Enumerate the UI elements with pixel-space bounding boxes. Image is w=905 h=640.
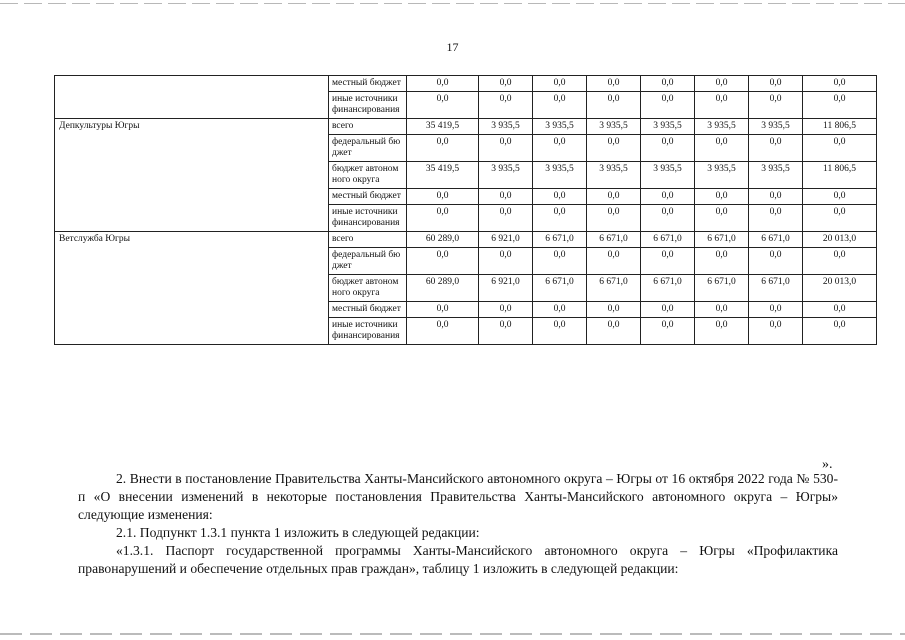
- table-cell-amount: 0,0: [533, 318, 587, 345]
- table-cell-amount: 6 671,0: [533, 232, 587, 248]
- table-cell-amount: 11 806,5: [803, 119, 877, 135]
- table-cell-amount: 0,0: [407, 135, 479, 162]
- table-cell-amount: 6 671,0: [587, 232, 641, 248]
- table-cell-organization: Депкультуры Югры: [55, 119, 329, 232]
- table-cell-funding-source: федеральный бюджет: [329, 248, 407, 275]
- table-cell-amount: 0,0: [749, 248, 803, 275]
- table-cell-amount: 3 935,5: [695, 119, 749, 135]
- table-cell-amount: 11 806,5: [803, 162, 877, 189]
- table-cell-amount: 0,0: [641, 135, 695, 162]
- table-cell-amount: 35 419,5: [407, 119, 479, 135]
- table-cell-amount: 0,0: [749, 318, 803, 345]
- table-cell-amount: 3 935,5: [479, 119, 533, 135]
- table-cell-amount: 0,0: [695, 248, 749, 275]
- table-cell-amount: 0,0: [803, 318, 877, 345]
- financing-table: [54, 75, 877, 345]
- table-cell-amount: 0,0: [749, 189, 803, 205]
- table-cell-amount: 0,0: [695, 205, 749, 232]
- table-cell-amount: 3 935,5: [641, 119, 695, 135]
- document-body-text: [78, 470, 838, 578]
- table-cell-amount: 3 935,5: [533, 119, 587, 135]
- table-cell-funding-source: федеральный бюджет: [329, 135, 407, 162]
- table-cell-amount: 0,0: [479, 248, 533, 275]
- table-cell-funding-source: бюджет автономного округа: [329, 162, 407, 189]
- table-cell-amount: 0,0: [803, 76, 877, 92]
- table-cell-amount: 3 935,5: [641, 162, 695, 189]
- table-cell-amount: 0,0: [407, 302, 479, 318]
- table-cell-amount: 0,0: [407, 318, 479, 345]
- table-cell-amount: 0,0: [641, 92, 695, 119]
- table-cell-amount: 0,0: [749, 302, 803, 318]
- table-cell-amount: 0,0: [695, 92, 749, 119]
- table-cell-funding-source: иные источники финансирования: [329, 92, 407, 119]
- table-cell-funding-source: местный бюджет: [329, 76, 407, 92]
- table-cell-amount: 0,0: [533, 135, 587, 162]
- table-cell-amount: 0,0: [641, 189, 695, 205]
- scan-edge-bottom: [0, 633, 905, 635]
- table-cell-amount: 0,0: [641, 248, 695, 275]
- table-cell-amount: 6 671,0: [587, 275, 641, 302]
- table-cell-amount: 0,0: [587, 92, 641, 119]
- table-cell-amount: 3 935,5: [695, 162, 749, 189]
- table-cell-amount: 3 935,5: [587, 119, 641, 135]
- table-cell-amount: 0,0: [695, 189, 749, 205]
- table-cell-amount: 0,0: [587, 302, 641, 318]
- table-row: [55, 232, 877, 248]
- table-cell-amount: 0,0: [803, 248, 877, 275]
- table-cell-amount: 20 013,0: [803, 232, 877, 248]
- table-cell-amount: 0,0: [695, 135, 749, 162]
- paragraph-item-2-1: 2.1. Подпункт 1.3.1 пункта 1 изложить в следующей редакции:: [116, 525, 480, 540]
- table-cell-amount: 0,0: [479, 92, 533, 119]
- table-row: [55, 119, 877, 135]
- table-cell-amount: 0,0: [587, 135, 641, 162]
- table-cell-amount: 0,0: [479, 205, 533, 232]
- table-cell-amount: 0,0: [641, 302, 695, 318]
- page-number: 17: [446, 40, 459, 54]
- table-cell-amount: 0,0: [803, 205, 877, 232]
- table-cell-funding-source: бюджет автономного округа: [329, 275, 407, 302]
- table-cell-amount: 0,0: [695, 302, 749, 318]
- table-cell-amount: 0,0: [695, 76, 749, 92]
- table-cell-amount: 0,0: [479, 318, 533, 345]
- table-cell-amount: 0,0: [533, 92, 587, 119]
- table-cell-amount: 6 671,0: [749, 275, 803, 302]
- table-cell-amount: 6 671,0: [695, 275, 749, 302]
- table-cell-amount: 0,0: [749, 76, 803, 92]
- table-cell-amount: 0,0: [587, 189, 641, 205]
- table-row: [55, 76, 877, 92]
- table-cell-amount: 3 935,5: [533, 162, 587, 189]
- table-cell-amount: 6 921,0: [479, 275, 533, 302]
- table-cell-amount: 0,0: [641, 318, 695, 345]
- table-cell-amount: 0,0: [479, 189, 533, 205]
- table-cell-amount: 0,0: [479, 135, 533, 162]
- table-cell-amount: 0,0: [587, 248, 641, 275]
- table-cell-amount: 6 921,0: [479, 232, 533, 248]
- table-cell-organization: [55, 76, 329, 119]
- table-cell-funding-source: местный бюджет: [329, 189, 407, 205]
- financing-table-body: [55, 76, 877, 345]
- paragraph-item-2: 2. Внести в постановление Правительства Ханты-Мансийского автономного округа – Югры от 16 октября 2022 года № 530-п «О внесении изменений в некоторые постановления Правительства Ханты-Мансийского автономного округа – Югры» следующие изменения:: [78, 471, 838, 522]
- table-cell-funding-source: местный бюджет: [329, 302, 407, 318]
- table-cell-amount: 6 671,0: [533, 275, 587, 302]
- table-cell-amount: 0,0: [407, 248, 479, 275]
- table-cell-funding-source: иные источники финансирования: [329, 205, 407, 232]
- table-cell-amount: 0,0: [749, 92, 803, 119]
- table-cell-amount: 0,0: [533, 76, 587, 92]
- closing-quote-mark: ».: [822, 457, 833, 472]
- table-cell-amount: 6 671,0: [641, 232, 695, 248]
- table-cell-amount: 0,0: [533, 205, 587, 232]
- table-cell-amount: 0,0: [587, 205, 641, 232]
- table-cell-amount: 60 289,0: [407, 232, 479, 248]
- table-cell-amount: 0,0: [533, 302, 587, 318]
- table-cell-amount: 0,0: [803, 302, 877, 318]
- table-cell-amount: 0,0: [587, 318, 641, 345]
- table-cell-amount: 60 289,0: [407, 275, 479, 302]
- table-cell-amount: 0,0: [803, 135, 877, 162]
- table-cell-amount: 6 671,0: [749, 232, 803, 248]
- table-cell-amount: 0,0: [587, 76, 641, 92]
- table-cell-amount: 0,0: [749, 205, 803, 232]
- table-cell-amount: 0,0: [533, 189, 587, 205]
- table-cell-amount: 0,0: [641, 76, 695, 92]
- table-cell-amount: 0,0: [749, 135, 803, 162]
- table-cell-amount: 0,0: [695, 318, 749, 345]
- table-cell-amount: 0,0: [803, 92, 877, 119]
- table-cell-amount: 6 671,0: [641, 275, 695, 302]
- paragraph-item-1-3-1: «1.3.1. Паспорт государственной программы Ханты-Мансийского автономного округа – Югры «Профилактика правонарушений и обеспечение отдельных прав граждан», таблицу 1 изложить в следующей редакции:: [78, 543, 838, 576]
- table-cell-amount: 0,0: [479, 76, 533, 92]
- table-cell-amount: 0,0: [407, 76, 479, 92]
- table-cell-amount: 0,0: [641, 205, 695, 232]
- table-cell-funding-source: всего: [329, 119, 407, 135]
- table-cell-amount: 3 935,5: [587, 162, 641, 189]
- table-cell-funding-source: всего: [329, 232, 407, 248]
- table-cell-amount: 0,0: [479, 302, 533, 318]
- table-cell-amount: 0,0: [407, 189, 479, 205]
- table-cell-amount: 0,0: [407, 92, 479, 119]
- table-cell-amount: 20 013,0: [803, 275, 877, 302]
- table-cell-amount: 0,0: [407, 205, 479, 232]
- table-cell-amount: 3 935,5: [749, 119, 803, 135]
- table-cell-funding-source: иные источники финансирования: [329, 318, 407, 345]
- table-cell-amount: 35 419,5: [407, 162, 479, 189]
- table-cell-organization: Ветслужба Югры: [55, 232, 329, 345]
- table-cell-amount: 0,0: [533, 248, 587, 275]
- table-cell-amount: 3 935,5: [479, 162, 533, 189]
- table-cell-amount: 0,0: [803, 189, 877, 205]
- table-cell-amount: 6 671,0: [695, 232, 749, 248]
- scan-edge-top: [0, 3, 905, 4]
- table-cell-amount: 3 935,5: [749, 162, 803, 189]
